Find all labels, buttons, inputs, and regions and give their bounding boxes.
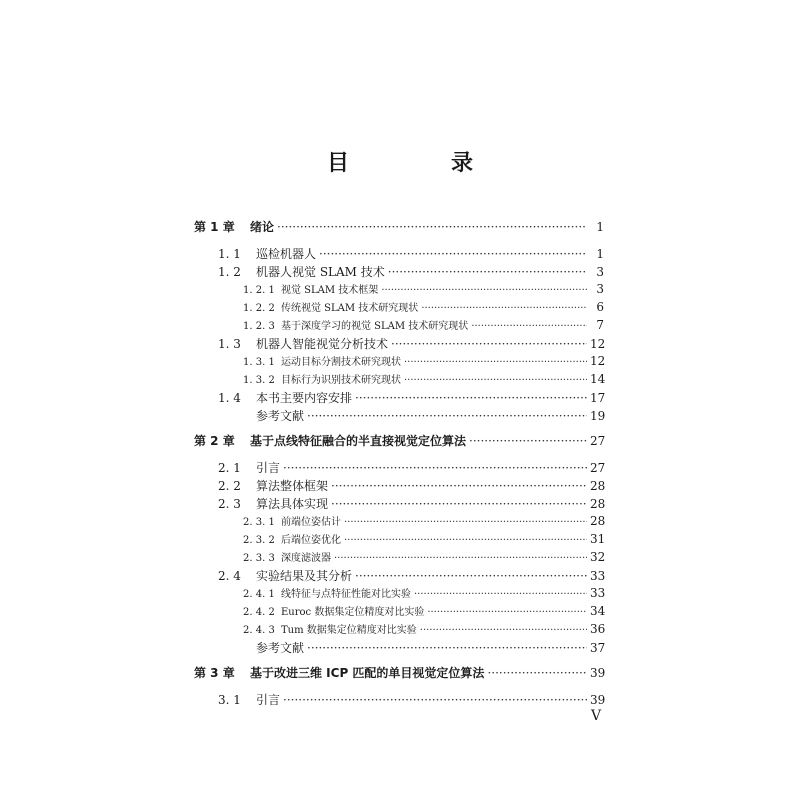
dot-leader (404, 357, 587, 368)
toc-entry-number: 第 2 章 (194, 434, 235, 448)
toc-entry (0, 477, 800, 495)
toc-entry-title: 算法整体框架 (256, 479, 329, 493)
toc-entry-page: 28 (590, 514, 606, 528)
toc-entry-title: 本书主要内容安排 (256, 391, 353, 405)
toc-entry-page: 28 (590, 497, 606, 511)
dot-leader (427, 607, 587, 618)
toc-entry-number: 2. 4 (218, 569, 241, 583)
toc-entry (0, 691, 800, 709)
dot-leader (283, 693, 587, 707)
toc-entry (0, 335, 800, 353)
toc-entry-page: 27 (590, 461, 606, 475)
dot-leader (331, 479, 587, 493)
dot-leader (334, 553, 587, 564)
dot-leader (404, 375, 587, 386)
toc-entry (0, 245, 800, 263)
toc-entry-title: 算法具体实现 (256, 497, 329, 511)
toc-entry-number: 2. 3 (218, 497, 241, 511)
toc-entry-title: 视觉 SLAM 技术框架 (281, 285, 379, 296)
dot-leader (344, 517, 587, 528)
toc-entry-page: 37 (590, 641, 606, 655)
toc-entry-number: 1. 2. 2 (243, 303, 275, 314)
toc-entry-title: 引言 (256, 693, 281, 707)
dot-leader (277, 220, 587, 234)
toc-entry-page: 34 (590, 604, 606, 618)
toc-entry-number: 1. 2 (218, 265, 241, 279)
toc-entry-title: 绪论 (250, 220, 275, 234)
toc-entry-page: 39 (590, 666, 606, 680)
dot-leader (487, 666, 587, 680)
toc-entry (0, 621, 800, 639)
toc-entry (0, 263, 800, 281)
toc-entry (0, 531, 800, 549)
toc-entry-page: 3 (596, 282, 604, 296)
dot-leader (355, 391, 587, 405)
toc-entry-title: 参考文献 (256, 409, 305, 423)
toc-entry-number: 第 3 章 (194, 666, 235, 680)
toc-entry (0, 567, 800, 585)
toc-entry (0, 549, 800, 567)
toc-entry-number: 2. 3. 3 (243, 553, 275, 564)
page-title: 目 录 (326, 151, 513, 176)
toc-entry (0, 513, 800, 531)
toc-entry-number: 2. 4. 2 (243, 607, 275, 618)
toc-entry-title: 参考文献 (256, 641, 305, 655)
toc-entry-title: 基于改进三维 ICP 匹配的单目视觉定位算法 (250, 666, 485, 680)
toc-entry-title: 引言 (256, 461, 281, 475)
toc-entry (0, 664, 800, 682)
toc-entry-title: 运动目标分割技术研究现状 (281, 357, 401, 368)
dot-leader (283, 461, 587, 475)
toc-entry-number: 1. 1 (218, 247, 241, 261)
toc-entry-number: 2. 3. 1 (243, 517, 275, 528)
toc-entry-page: 33 (590, 586, 606, 600)
toc-entry-number: 2. 3. 2 (243, 535, 275, 546)
dot-leader (381, 285, 587, 296)
toc-entry-number: 2. 4. 3 (243, 625, 275, 636)
toc-entry-title: 传统视觉 SLAM 技术研究现状 (281, 303, 419, 314)
toc-entry-title: 后端位姿优化 (281, 535, 341, 546)
toc-entry-page: 17 (590, 391, 606, 405)
toc-entry-title: 深度滤波器 (281, 553, 331, 564)
toc-entry-number: 2. 4. 1 (243, 589, 275, 600)
toc-entry-title: 机器人智能视觉分析技术 (256, 337, 389, 351)
toc-entry-page: 1 (596, 220, 604, 234)
toc-entry-title: 基于深度学习的视觉 SLAM 技术研究现状 (281, 321, 469, 332)
toc-entry-title: Tum 数据集定位精度对比实验 (281, 625, 417, 636)
dot-leader (469, 434, 587, 448)
toc-entry-page: 28 (590, 479, 606, 493)
toc-entry (0, 585, 800, 603)
toc-entry-page: 32 (590, 550, 606, 564)
dot-leader (319, 247, 587, 261)
toc-entry-number: 第 1 章 (194, 220, 235, 234)
toc-entry-page: 6 (596, 300, 604, 314)
toc-entry-number: 1. 2. 3 (243, 321, 275, 332)
toc-entry-number: 1. 3 (218, 337, 241, 351)
toc-entry (0, 407, 800, 425)
toc-entry-title: 前端位姿估计 (281, 517, 341, 528)
toc-entry (0, 639, 800, 657)
dot-leader (471, 321, 587, 332)
dot-leader (355, 569, 587, 583)
dot-leader (307, 641, 587, 655)
toc-entry (0, 432, 800, 450)
toc-entry-title: 基于点线特征融合的半直接视觉定位算法 (250, 434, 467, 448)
dot-leader (307, 409, 587, 423)
toc-entry-title: 线特征与点特征性能对比实验 (281, 589, 411, 600)
toc-entry (0, 317, 800, 335)
toc-entry-page: 7 (596, 318, 604, 332)
toc-entry-title: 巡检机器人 (256, 247, 317, 261)
toc-entry (0, 459, 800, 477)
page-folio: V (590, 708, 602, 724)
dot-leader (344, 535, 587, 546)
toc-entry-page: 12 (590, 337, 606, 351)
toc-entry-title: 机器人视觉 SLAM 技术 (256, 265, 385, 279)
toc-entry-number: 1. 2. 1 (243, 285, 275, 296)
toc-entry-title: Euroc 数据集定位精度对比实验 (281, 607, 425, 618)
toc-entry-page: 39 (590, 693, 606, 707)
toc-entry (0, 353, 800, 371)
toc-entry (0, 389, 800, 407)
toc-entry-number: 3. 1 (218, 693, 241, 707)
toc-entry-page: 3 (596, 265, 604, 279)
toc-entry-number: 1. 3. 2 (243, 375, 275, 386)
toc-entry-title: 目标行为识别技术研究现状 (281, 375, 401, 386)
toc-entry-page: 33 (590, 569, 606, 583)
dot-leader (331, 497, 587, 511)
dot-leader (388, 265, 587, 279)
toc-entry (0, 281, 800, 299)
toc-entry (0, 299, 800, 317)
toc-entry (0, 495, 800, 513)
toc-entry (0, 371, 800, 389)
dot-leader (414, 589, 587, 600)
dot-leader (391, 337, 587, 351)
toc-entry (0, 603, 800, 621)
toc-entry (0, 218, 800, 236)
toc-entry-title: 实验结果及其分析 (256, 569, 353, 583)
dot-leader (421, 303, 587, 314)
toc-entry-page: 31 (590, 532, 606, 546)
toc-entry-number: 1. 3. 1 (243, 357, 275, 368)
toc-entry-number: 2. 2 (218, 479, 241, 493)
toc-entry-page: 27 (590, 434, 606, 448)
toc-entry-number: 1. 4 (218, 391, 241, 405)
toc-entry-number: 2. 1 (218, 461, 241, 475)
toc-entry-page: 12 (590, 354, 606, 368)
toc-entry-page: 14 (590, 372, 606, 386)
toc-entry-page: 36 (590, 622, 606, 636)
dot-leader (420, 625, 587, 636)
toc-entry-page: 19 (590, 409, 606, 423)
toc-entry-page: 1 (596, 247, 604, 261)
